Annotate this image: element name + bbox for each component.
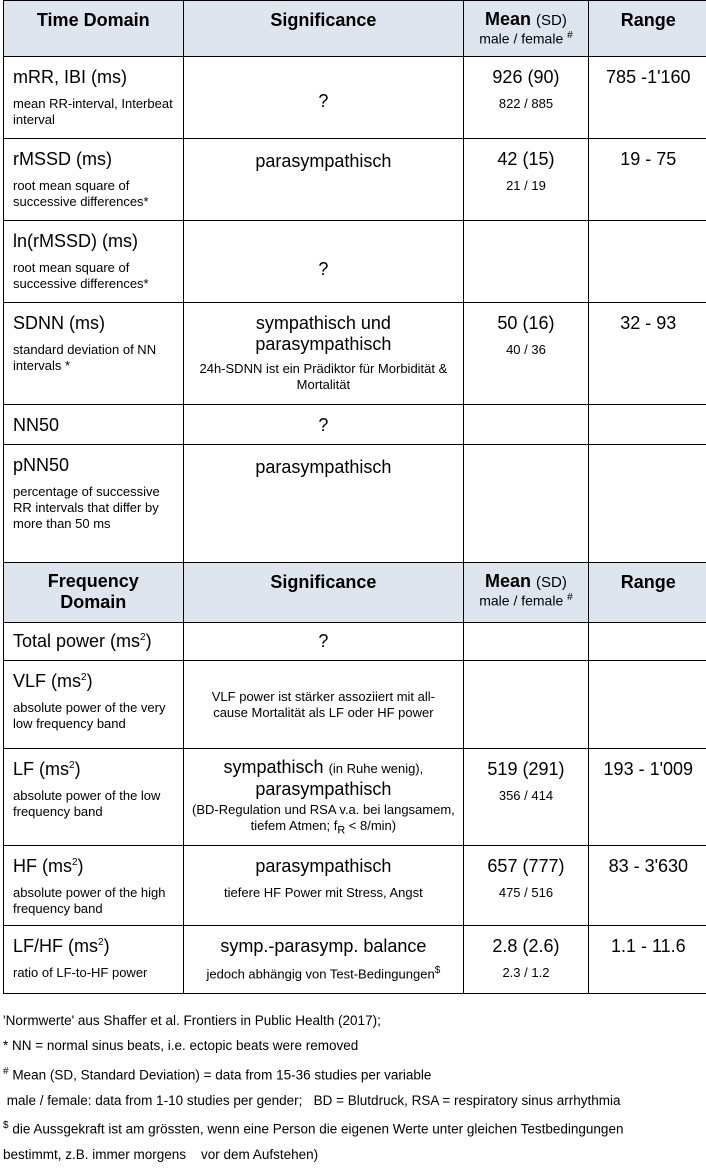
table-row [4, 661, 706, 749]
table-row [4, 445, 706, 563]
footnote-test-conditions-cont: bestimmt, z.B. immer morgens vor dem Aufstehen) [3, 1142, 706, 1168]
footnote-source: 'Normwerte' aus Shaffer et al. Frontiers in Public Health (2017); [3, 1008, 706, 1034]
table-row [4, 139, 706, 221]
metric-cell: mRR, IBI (ms) mean RR-interval, Interbeat interval [4, 57, 184, 139]
header-frequency-domain: Frequency Domain [4, 563, 184, 623]
table-row [4, 925, 706, 993]
range-cell [588, 221, 706, 303]
significance-cell: parasympathisch [183, 445, 464, 563]
table-row [4, 749, 706, 846]
metric-cell: LF/HF $(ms^2)$ ratio of LF-to-HF power [4, 925, 184, 993]
range-cell: 32 - 93 [588, 303, 706, 405]
significance-cell: sympathisch und parasympathisch 24h-SDNN ist ein Prädiktor für Morbidität & Mortalität [183, 303, 464, 405]
mean-cell [464, 445, 588, 563]
footnotes [3, 1008, 706, 1168]
metric-cell: Total power $(ms^2)$ [4, 623, 184, 661]
mean-cell: 657 (777) 475 / 516 [464, 845, 588, 925]
footnote-mean: # Mean (SD, Standard Deviation) = data from 15-36 studies per variable [3, 1059, 706, 1088]
range-cell: 83 - 3'630 [588, 845, 706, 925]
metric-cell: LF $(ms^2)$ absolute power of the low frequency band [4, 749, 184, 846]
significance-cell: ? [183, 221, 464, 303]
mean-cell [464, 221, 588, 303]
range-cell [588, 405, 706, 445]
range-cell [588, 661, 706, 749]
significance-cell: sympathisch (in Ruhe wenig), parasympathisch (BD-Regulation und RSA v.a. bei langsamem, tiefem Atmen; $f_R < 8/\min$) [183, 749, 464, 846]
range-cell: 785 -1'160 [588, 57, 706, 139]
metric-cell: rMSSD (ms) root mean square of successive differences* [4, 139, 184, 221]
metric-cell: NN50 [4, 405, 184, 445]
table-row [4, 221, 706, 303]
header-mean: Mean (SD) male / female # [464, 1, 588, 57]
range-cell: 193 - 1'009 [588, 749, 706, 846]
header-significance: Significance [183, 563, 464, 623]
significance-cell: VLF power ist stärker assoziiert mit all-cause Mortalität als LF oder HF power [183, 661, 464, 749]
significance-cell: ? [183, 57, 464, 139]
header-significance: Significance [183, 1, 464, 57]
metric-cell: VLF $(ms^2)$ absolute power of the very low frequency band [4, 661, 184, 749]
significance-cell: symp.-parasymp. balance jedoch abhängig von Test-Bedingungen$ [183, 925, 464, 993]
metric-cell: SDNN (ms) standard deviation of NN intervals * [4, 303, 184, 405]
range-cell [588, 623, 706, 661]
table-row [4, 57, 706, 139]
header-time-domain: Time Domain [4, 1, 184, 57]
mean-cell [464, 623, 588, 661]
mean-cell: 2.8 (2.6) 2.3 / 1.2 [464, 925, 588, 993]
mean-cell [464, 405, 588, 445]
footnote-gender: male / female: data from 1-10 studies per gender; BD = Blutdruck, RSA = respiratory sinus arrhythmia [3, 1088, 706, 1114]
mean-cell: 50 (16) 40 / 36 [464, 303, 588, 405]
table-row [4, 303, 706, 405]
table-row [4, 623, 706, 661]
hrv-table [3, 0, 706, 994]
significance-cell: parasympathisch tiefere HF Power mit Stress, Angst [183, 845, 464, 925]
metric-cell: HF $(ms^2)$ absolute power of the high frequency band [4, 845, 184, 925]
significance-cell: parasympathisch [183, 139, 464, 221]
header-range: Range [588, 563, 706, 623]
range-cell: 19 - 75 [588, 139, 706, 221]
frequency-domain-header-row [4, 563, 706, 623]
metric-cell: pNN50 percentage of successive RR intervals that differ by more than 50 ms [4, 445, 184, 563]
footnote-test-conditions: $ die Aussgekraft ist am grössten, wenn eine Person die eigenen Werte unter gleichen Testbedingungen [3, 1113, 706, 1142]
metric-cell: ln(rMSSD) (ms) root mean square of successive differences* [4, 221, 184, 303]
header-mean: Mean (SD) male / female # [464, 563, 588, 623]
footnote-nn: * NN = normal sinus beats, i.e. ectopic beats were removed [3, 1033, 706, 1059]
significance-cell: ? [183, 405, 464, 445]
table-row [4, 845, 706, 925]
significance-cell: ? [183, 623, 464, 661]
mean-cell [464, 661, 588, 749]
table-row [4, 405, 706, 445]
range-cell: 1.1 - 11.6 [588, 925, 706, 993]
mean-cell: 519 (291) 356 / 414 [464, 749, 588, 846]
header-range: Range [588, 1, 706, 57]
mean-cell: 42 (15) 21 / 19 [464, 139, 588, 221]
range-cell [588, 445, 706, 563]
time-domain-header-row [4, 1, 706, 57]
mean-cell: 926 (90) 822 / 885 [464, 57, 588, 139]
